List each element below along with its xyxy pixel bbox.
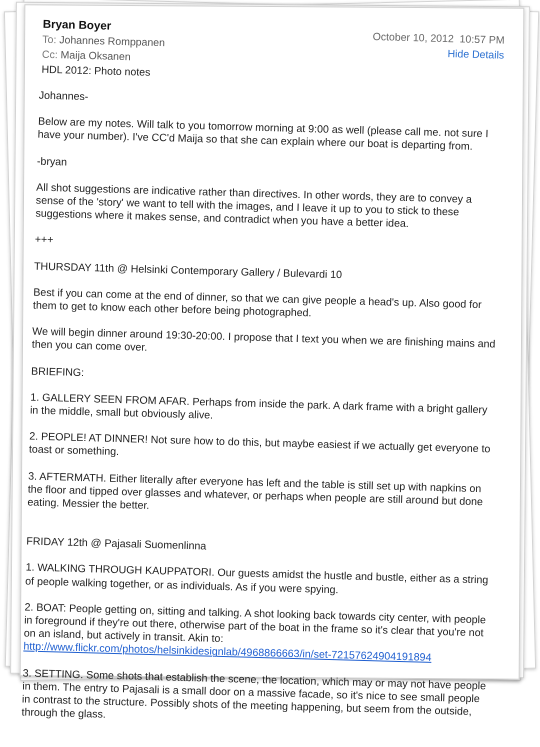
briefing-item: 2. PEOPLE! AT DINNER! Not sure how to do this, but maybe easiest if we actually get everyone to toast or something. [28, 430, 491, 459]
email-subject: HDL 2012: Photo notes [41, 63, 151, 79]
cc-label: Cc: [41, 48, 58, 62]
friday-item: 3. SETTING. Some shots that establish the scene, the location, which may or may not have people in them. The entry to Pajasali is a small door on a massive facade, so it's nice to see small people in contrast to the structure. Possibly shots of the meeting happening, but seem from the outside, through the glass. [21, 667, 487, 722]
hide-details-link[interactable]: Hide Details [447, 48, 505, 62]
thursday-heading: THURSDAY 11th @ Helsinki Contemporary Gallery / Bulevardi 10 [33, 260, 343, 281]
email-time: 10:57 PM [459, 33, 505, 47]
thursday-paragraph: We will begin dinner around 19:30-20:00. I propose that I text you when we are finishing mains and then you can come over. [31, 325, 496, 355]
friday-heading: FRIDAY 12th @ Pajasali Suomenlinna [26, 535, 207, 553]
email-content [7, 5, 524, 722]
email-header [41, 18, 165, 81]
briefing-item: 3. AFTERMATH. Either literally after everyone has left and the table is still set up with napkins on the floor and tipped over glasses and whatever, or perhaps when people are still around but done eating. Messier the better. [27, 470, 484, 512]
thursday-paragraph: Best if you can come at the end of dinner, so that we can give people a head's up. Also good for them to get to know each other before being photographed. [32, 286, 482, 320]
flickr-link[interactable]: http://www.flickr.com/photos/helsinkidesignlab/4968866663/in/set-72157624904191894 [23, 640, 432, 665]
to-recipient[interactable]: Johannes Romppanen [59, 34, 166, 50]
disclaimer-paragraph: All shot suggestions are indicative rather than directives. In other words, they are to convey a sense of the 'story' we want to tell with the images, and I leave it up to you to stick to these suggestions where it makes sense, and contradict when you have a better idea. [35, 181, 473, 231]
cc-recipient[interactable]: Maija Oksanen [60, 49, 131, 64]
email-timestamp [372, 31, 504, 47]
email-date: October 10, 2012 [372, 30, 454, 46]
separator: +++ [34, 234, 54, 247]
briefing-item: 1. GALLERY SEEN FROM AFAR. Perhaps from inside the park. A dark frame with a bright gallery in the middle, small but obviously alive. [29, 391, 488, 422]
briefing-heading: BRIEFING: [30, 365, 85, 379]
to-label: To: [42, 33, 57, 47]
intro-paragraph: Below are my notes. Will talk to you tomorrow morning at 9:00 as well (please call me. not sure I have your number). I've CC'd Maija so that she can explain where our boat is departing from. [37, 115, 489, 154]
email-body [21, 90, 505, 746]
friday-item-text: 2. BOAT: People getting on, sitting and talking. A shot looking back towards city center, with people in foreground if they're out there, otherwise part of the boat in the frame so it's clear that you're not on an island, but actively in transit. Akin to: [23, 601, 487, 646]
friday-item: 1. WALKING THROUGH KAUPPATORI. Our guests amidst the hustle and bustle, either as a string of people walking together, or as individuals. As if you were spying. [25, 561, 489, 596]
sender-name: Bryan Boyer [42, 18, 112, 33]
signature: -bryan [36, 155, 68, 169]
email-printout [20, 4, 525, 722]
friday-item [23, 601, 490, 667]
greeting: Johannes- [38, 89, 89, 104]
